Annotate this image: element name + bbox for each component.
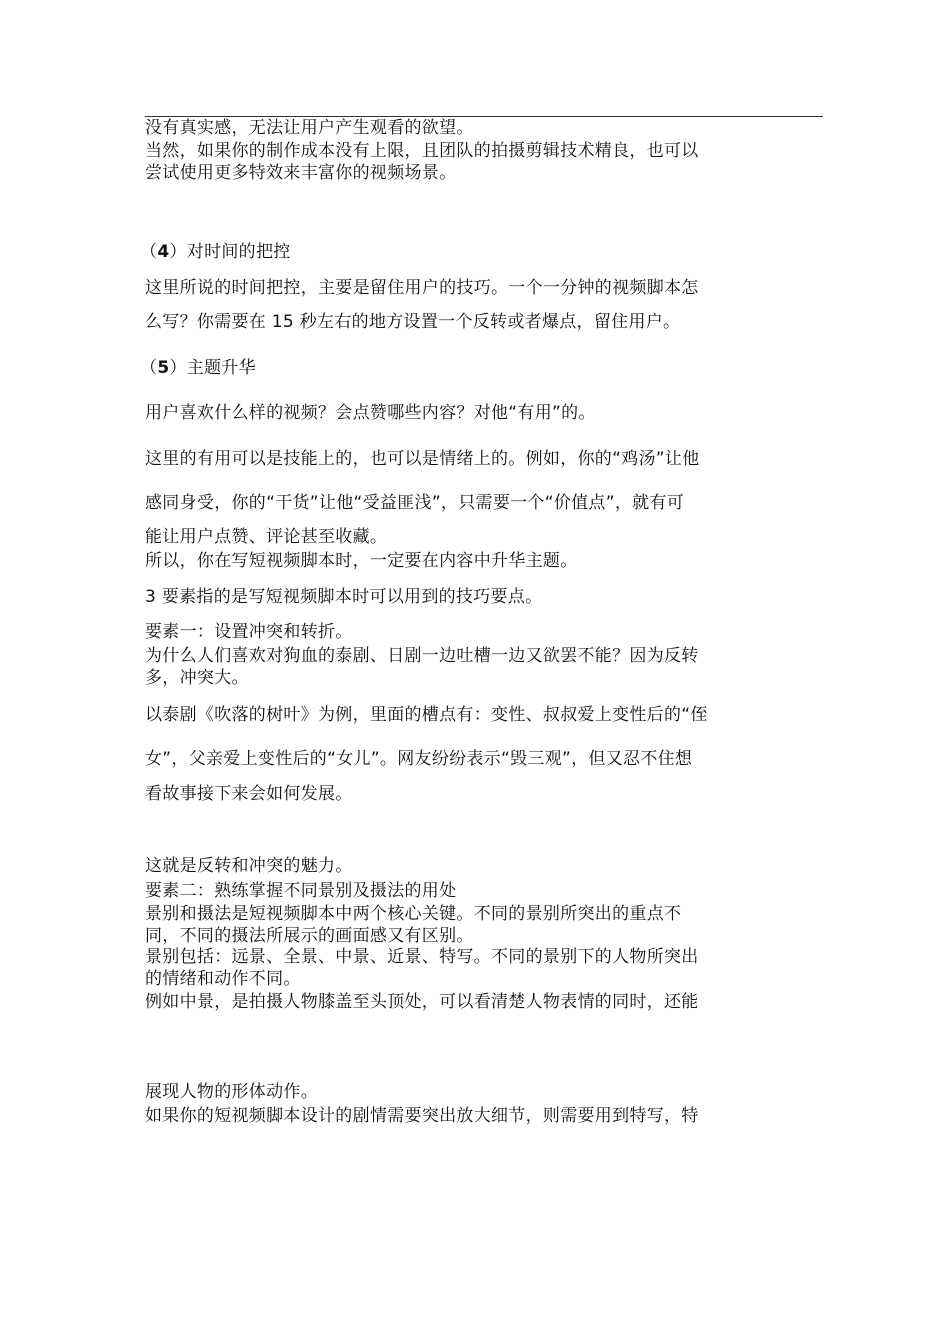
text-line: 这就是反转和冲突的魅力。 [145,856,353,876]
text-line: 如果你的短视频脚本设计的剧情需要突出放大细节，则需要用到特写，特 [145,1106,699,1126]
text-line: 所以，你在写短视频脚本时，一定要在内容中升华主题。 [145,551,578,571]
text-line: 多，冲突大。 [145,668,249,688]
heading-open-paren: （ [140,358,158,378]
section-heading-theme-elevation [140,357,256,379]
text-line: 要素二：熟练掌握不同景别及摄法的用处 [145,881,457,901]
text-line: 女”，父亲爱上变性后的“女儿”。网友纷纷表示“毁三观”，但又忍不住想 [145,749,693,769]
text-line: 以泰剧《吹落的树叶》为例，里面的槽点有：变性、叔叔爱上变性后的“侄 [145,705,708,725]
text-line: 尝试使用更多特效来丰富你的视频场景。 [145,163,457,183]
text-line: 例如中景，是拍摄人物膝盖至头顶处，可以看清楚人物表情的同时，还能 [145,992,699,1012]
text-line: 为什么人们喜欢对狗血的泰剧、日剧一边吐槽一边又欲罢不能？因为反转 [145,646,699,666]
text-line: 这里的有用可以是技能上的，也可以是情绪上的。例如，你的“鸡汤”让他 [145,449,700,469]
heading-number: 4 [157,242,170,262]
text-line: 展现人物的形体动作。 [145,1082,318,1102]
text-line: 同，不同的摄法所展示的画面感又有区别。 [145,926,474,946]
heading-close-paren: ） [169,358,187,378]
text-line: 看故事接下来会如何发展。 [145,784,353,804]
text-line: 感同身受，你的“干货”让他“受益匪浅”，只需要一个“价值点”，就有可 [145,493,685,513]
text-line: 用户喜欢什么样的视频？会点赞哪些内容？对他“有用”的。 [145,403,596,423]
text-line: 的情绪和动作不同。 [145,969,301,989]
text-line: 这里所说的时间把控，主要是留住用户的技巧。一个一分钟的视频脚本怎 [145,278,699,298]
text-line: 么写？你需要在 15 秒左右的地方设置一个反转或者爆点，留住用户。 [145,312,681,332]
section-heading-time-control [140,241,291,263]
text-line: 当然，如果你的制作成本没有上限，且团队的拍摄剪辑技术精良，也可以 [145,141,699,161]
heading-number: 5 [157,358,170,378]
text-line: 没有真实感，无法让用户产生观看的欲望。 [145,118,474,138]
heading-close-paren: ） [169,242,187,262]
text-line: 能让用户点赞、评论甚至收藏。 [145,527,388,547]
heading-title: 对时间的把控 [186,242,291,262]
text-line: 景别包括：远景、全景、中景、近景、特写。不同的景别下的人物所突出 [145,947,699,967]
text-line: 要素一：设置冲突和转折。 [145,622,353,642]
text-line: 景别和摄法是短视频脚本中两个核心关键。不同的景别所突出的重点不 [145,904,682,924]
heading-open-paren: （ [140,242,158,262]
heading-title: 主题升华 [186,358,256,378]
text-line: 3 要素指的是写短视频脚本时可以用到的技巧要点。 [145,587,543,607]
